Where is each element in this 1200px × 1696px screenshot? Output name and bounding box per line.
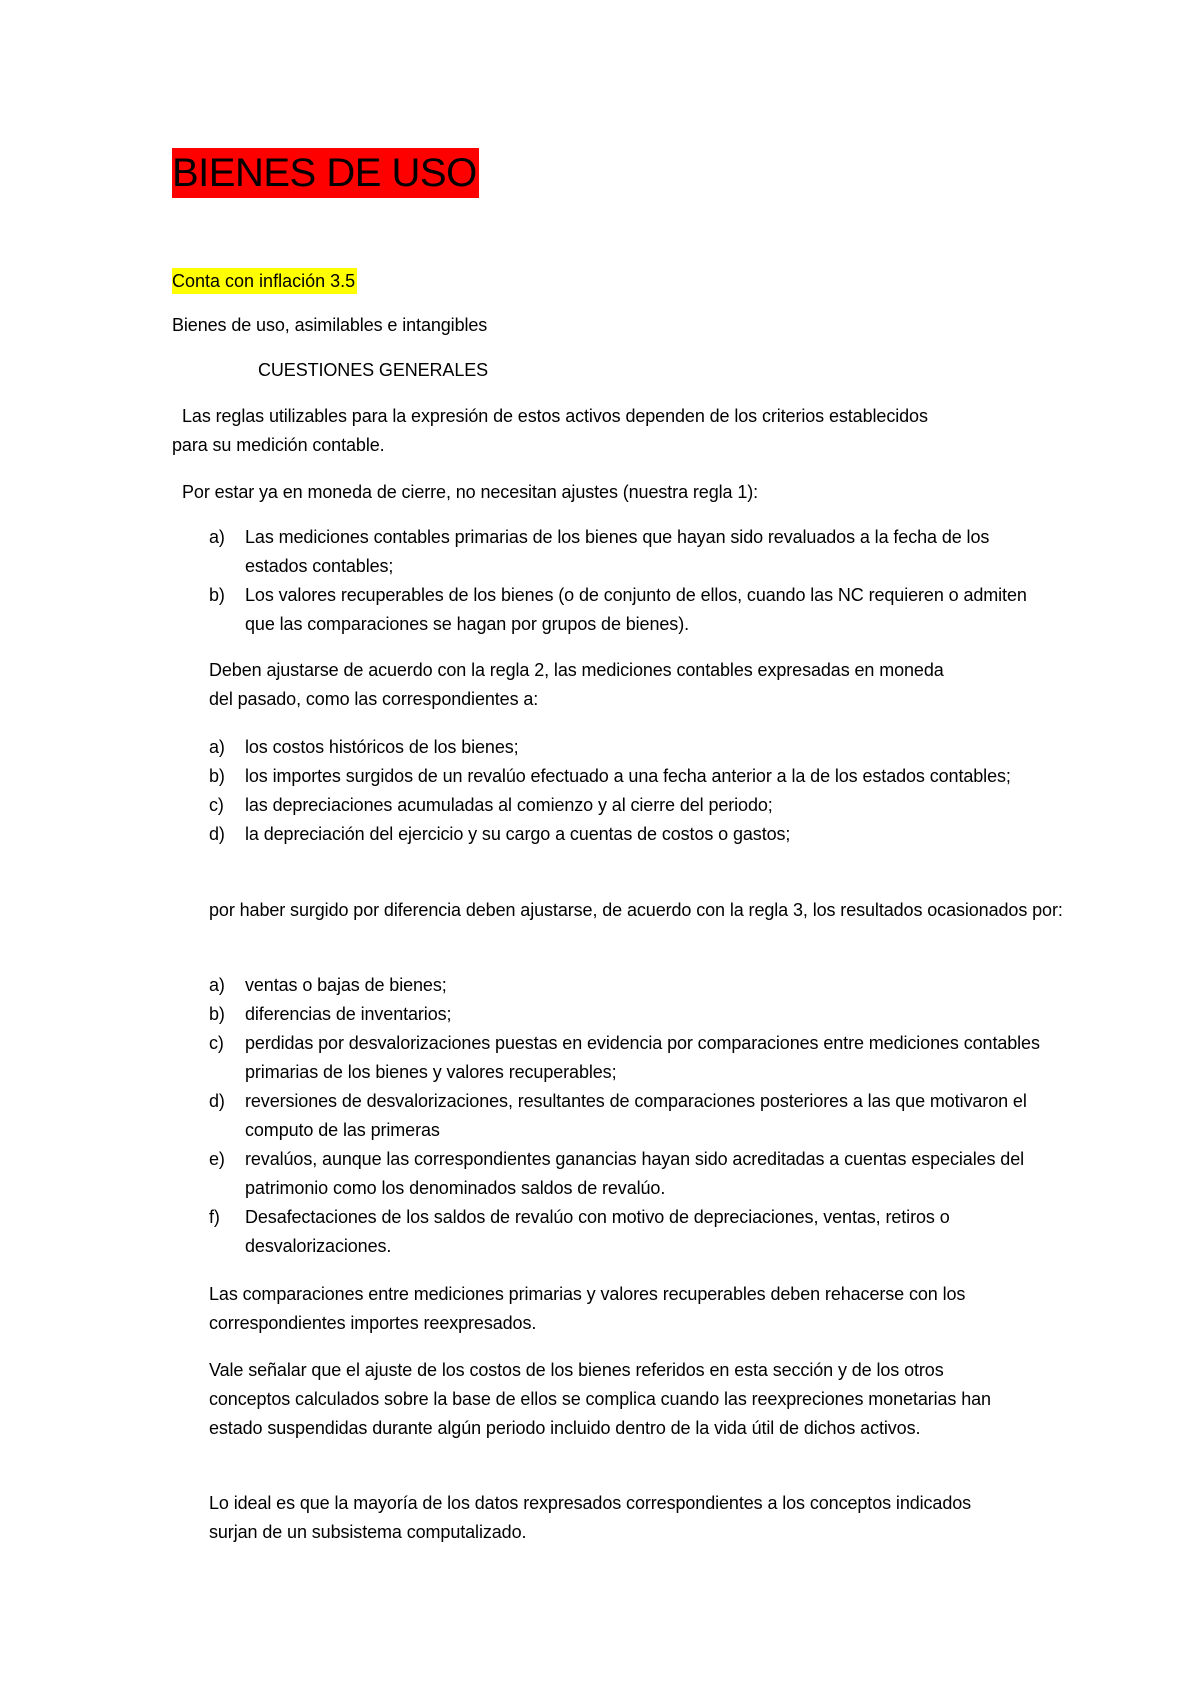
list-item-text: perdidas por desvalorizaciones puestas en evidencia por comparaciones entre mediciones contables primarias de los bienes y valores recuperables; [245, 1033, 1040, 1082]
list-item-marker: a) [209, 737, 225, 757]
list-item-text: los costos históricos de los bienes; [245, 737, 519, 757]
list-item [209, 581, 1049, 639]
paragraph-vale: Vale señalar que el ajuste de los costos de los bienes referidos en esta sección y de los otros conceptos calculados sobre la base de ellos se complica cuando las reexpreciones monetarias han estado suspendidas durante algún periodo incluido dentro de la vida útil de dichos activos. [209, 1360, 991, 1438]
document-subtitle: Conta con inflación 3.5 [172, 268, 357, 294]
list-item-marker: d) [209, 1091, 225, 1111]
list-item-text: ventas o bajas de bienes; [245, 975, 447, 995]
list-item [209, 1203, 1049, 1261]
list-item-marker: d) [209, 824, 225, 844]
list-item-text: Desafectaciones de los saldos de revalúo con motivo de depreciaciones, ventas, retiros o desvalorizaciones. [245, 1207, 950, 1256]
list-item [209, 1087, 1049, 1145]
rule1-lead: Por estar ya en moneda de cierre, no necesitan ajustes (nuestra regla 1): [182, 482, 759, 502]
list-item-text: revalúos, aunque las correspondientes ganancias hayan sido acreditadas a cuentas especiales del patrimonio como los denominados saldos de revalúo. [245, 1149, 1025, 1198]
list-item-text: Las mediciones contables primarias de los bienes que hayan sido revaluados a la fecha de los estados contables; [245, 527, 990, 576]
rule2-lead: Deben ajustarse de acuerdo con la regla 2, las mediciones contables expresadas en moneda del pasado, como las correspondientes a: [209, 660, 944, 709]
list-item-text: reversiones de desvalorizaciones, resultantes de comparaciones posteriores a las que motivaron el computo de las primeras [245, 1091, 1027, 1140]
list-item [209, 791, 1049, 820]
subject-line: Bienes de uso, asimilables e intangibles [172, 315, 488, 335]
rule3-lead: por haber surgido por diferencia deben ajustarse, de acuerdo con la regla 3, los resultados ocasionados por: [209, 900, 1063, 920]
list-item-text: la depreciación del ejercicio y su cargo a cuentas de costos o gastos; [245, 824, 791, 844]
paragraph-ideal: Lo ideal es que la mayoría de los datos rexpresados correspondientes a los conceptos indicados surjan de un subsistema computalizado. [209, 1493, 972, 1542]
rule2-list [209, 733, 1049, 849]
list-item [209, 1000, 1049, 1029]
section-heading: CUESTIONES GENERALES [258, 360, 489, 380]
list-item-marker: c) [209, 1033, 224, 1053]
intro-line-2: para su medición contable. [172, 435, 385, 455]
rule1-list [209, 523, 1049, 639]
list-item-text: las depreciaciones acumuladas al comienzo y al cierre del periodo; [245, 795, 773, 815]
list-item-marker: b) [209, 585, 225, 605]
list-item-text: los importes surgidos de un revalúo efectuado a una fecha anterior a la de los estados contables; [245, 766, 1011, 786]
list-item [209, 762, 1049, 791]
list-item-marker: e) [209, 1149, 225, 1169]
intro-line-1: Las reglas utilizables para la expresión de estos activos dependen de los criterios establecidos [182, 406, 928, 426]
list-item [209, 971, 1049, 1000]
list-item-marker: c) [209, 795, 224, 815]
paragraph-comparaciones: Las comparaciones entre mediciones primarias y valores recuperables deben rehacerse con los correspondientes importes reexpresados. [209, 1284, 966, 1333]
list-item [209, 820, 1049, 849]
rule3-list [209, 971, 1049, 1261]
list-item [209, 523, 1049, 581]
list-item-text: Los valores recuperables de los bienes (o de conjunto de ellos, cuando las NC requieren o admiten que las comparaciones se hagan por grupos de bienes). [245, 585, 1027, 634]
list-item [209, 1029, 1049, 1087]
list-item-marker: b) [209, 766, 225, 786]
list-item-marker: a) [209, 975, 225, 995]
list-item-marker: a) [209, 527, 225, 547]
document-title: BIENES DE USO [172, 148, 479, 198]
list-item-marker: b) [209, 1004, 225, 1024]
list-item [209, 1145, 1049, 1203]
list-item-marker: f) [209, 1207, 220, 1227]
list-item [209, 733, 1049, 762]
list-item-text: diferencias de inventarios; [245, 1004, 452, 1024]
